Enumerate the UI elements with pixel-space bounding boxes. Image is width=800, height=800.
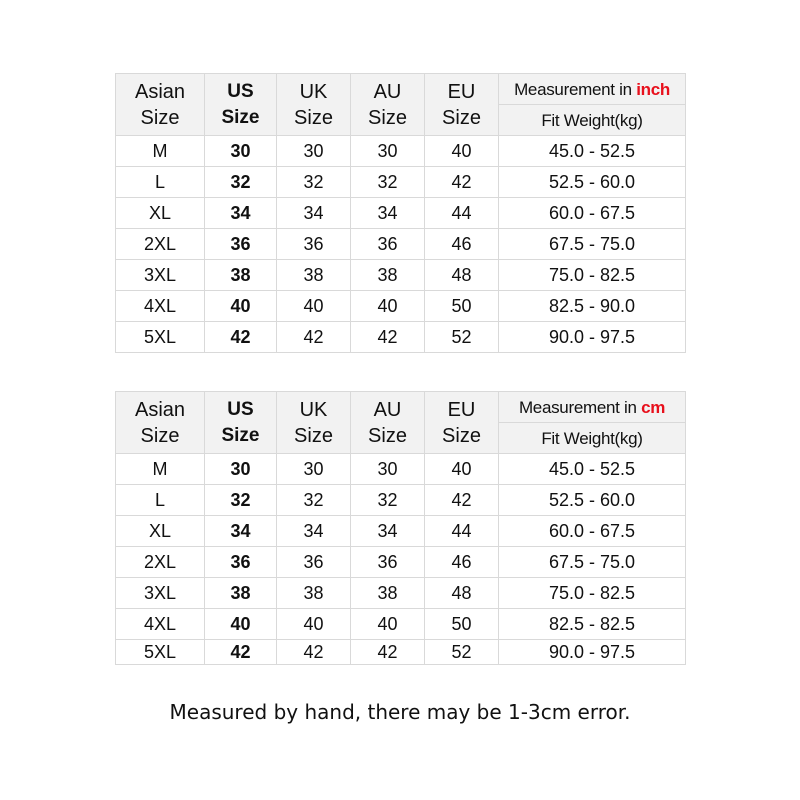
asian-size-cell: 4XL: [116, 291, 205, 322]
au-size-cell: 40: [351, 291, 425, 322]
us-size-cell: 40: [205, 609, 277, 640]
header-asian-size: Asian Size: [116, 74, 205, 136]
range-separator: -: [584, 265, 600, 285]
fit-weight-cell: [499, 609, 686, 640]
table-row: [116, 485, 686, 516]
asian-size-cell: XL: [116, 516, 205, 547]
range-separator: -: [584, 327, 600, 347]
asian-size-cell: 5XL: [116, 322, 205, 353]
au-size-cell: 30: [351, 136, 425, 167]
header-uk-size: UK Size: [277, 392, 351, 454]
us-size-cell: 40: [205, 291, 277, 322]
us-size-cell: 38: [205, 578, 277, 609]
fit-weight-cell: [499, 640, 686, 665]
au-size-cell: 42: [351, 322, 425, 353]
table-row: [116, 229, 686, 260]
weight-max: 67.5: [600, 203, 636, 223]
fit-weight-cell: [499, 136, 686, 167]
weight-min: 67.5: [548, 552, 584, 572]
weight-max: 52.5: [600, 459, 636, 479]
us-size-cell: 30: [205, 454, 277, 485]
header-eu-size: EU Size: [425, 392, 499, 454]
uk-size-cell: 32: [277, 167, 351, 198]
range-separator: -: [584, 583, 600, 603]
weight-max: 82.5: [600, 265, 636, 285]
uk-size-cell: 30: [277, 136, 351, 167]
au-size-cell: 32: [351, 167, 425, 198]
uk-size-cell: 40: [277, 609, 351, 640]
weight-min: 75.0: [548, 265, 584, 285]
range-separator: -: [584, 490, 600, 510]
header-uk-size: UK Size: [277, 74, 351, 136]
au-size-cell: 40: [351, 609, 425, 640]
range-separator: -: [584, 203, 600, 223]
asian-size-cell: 4XL: [116, 609, 205, 640]
us-size-cell: 30: [205, 136, 277, 167]
asian-size-cell: 2XL: [116, 229, 205, 260]
us-size-cell: 42: [205, 640, 277, 665]
asian-size-cell: M: [116, 454, 205, 485]
weight-max: 75.0: [600, 552, 636, 572]
uk-size-cell: 34: [277, 516, 351, 547]
range-separator: -: [584, 296, 600, 316]
size-table-cm: [115, 391, 686, 665]
table-row: [116, 322, 686, 353]
eu-size-cell: 42: [425, 167, 499, 198]
range-separator: -: [584, 614, 600, 634]
fit-weight-cell: [499, 578, 686, 609]
fit-weight-cell: [499, 198, 686, 229]
table-row: [116, 578, 686, 609]
fit-weight-cell: [499, 291, 686, 322]
weight-min: 90.0: [548, 327, 584, 347]
header-measurement-unit: Measurement in inch: [499, 74, 686, 105]
uk-size-cell: 40: [277, 291, 351, 322]
size-table-inch: [115, 73, 686, 353]
us-size-cell: 36: [205, 547, 277, 578]
weight-max: 75.0: [600, 234, 636, 254]
eu-size-cell: 48: [425, 578, 499, 609]
range-separator: -: [584, 141, 600, 161]
au-size-cell: 32: [351, 485, 425, 516]
header-asian-size: Asian Size: [116, 392, 205, 454]
unit-label: cm: [641, 397, 666, 417]
fit-weight-cell: [499, 516, 686, 547]
header-us-size: US Size: [205, 74, 277, 136]
weight-min: 60.0: [548, 521, 584, 541]
weight-max: 52.5: [600, 141, 636, 161]
asian-size-cell: 5XL: [116, 640, 205, 665]
asian-size-cell: M: [116, 136, 205, 167]
fit-weight-cell: [499, 322, 686, 353]
eu-size-cell: 44: [425, 198, 499, 229]
us-size-cell: 32: [205, 167, 277, 198]
weight-min: 60.0: [548, 203, 584, 223]
eu-size-cell: 48: [425, 260, 499, 291]
us-size-cell: 42: [205, 322, 277, 353]
table-row: [116, 640, 686, 665]
asian-size-cell: 3XL: [116, 578, 205, 609]
asian-size-cell: L: [116, 485, 205, 516]
range-separator: -: [584, 172, 600, 192]
weight-min: 82.5: [548, 296, 584, 316]
table-row: [116, 516, 686, 547]
range-separator: -: [584, 552, 600, 572]
range-separator: -: [584, 642, 600, 662]
au-size-cell: 34: [351, 198, 425, 229]
us-size-cell: 32: [205, 485, 277, 516]
uk-size-cell: 42: [277, 322, 351, 353]
uk-size-cell: 34: [277, 198, 351, 229]
au-size-cell: 38: [351, 578, 425, 609]
weight-max: 82.5: [600, 583, 636, 603]
weight-max: 97.5: [600, 642, 636, 662]
fit-weight-cell: [499, 260, 686, 291]
eu-size-cell: 52: [425, 640, 499, 665]
au-size-cell: 30: [351, 454, 425, 485]
header-measurement-unit: Measurement in cm: [499, 392, 686, 423]
uk-size-cell: 36: [277, 229, 351, 260]
au-size-cell: 38: [351, 260, 425, 291]
weight-max: 97.5: [600, 327, 636, 347]
us-size-cell: 34: [205, 516, 277, 547]
header-au-size: AU Size: [351, 74, 425, 136]
eu-size-cell: 46: [425, 547, 499, 578]
uk-size-cell: 36: [277, 547, 351, 578]
au-size-cell: 36: [351, 229, 425, 260]
weight-min: 45.0: [548, 459, 584, 479]
au-size-cell: 34: [351, 516, 425, 547]
au-size-cell: 42: [351, 640, 425, 665]
header-au-size: AU Size: [351, 392, 425, 454]
measurement-note: Measured by hand, there may be 1-3cm error.: [169, 700, 631, 724]
weight-max: 60.0: [600, 490, 636, 510]
eu-size-cell: 46: [425, 229, 499, 260]
weight-min: 52.5: [548, 172, 584, 192]
weight-min: 82.5: [548, 614, 584, 634]
fit-weight-cell: [499, 454, 686, 485]
fit-weight-cell: [499, 167, 686, 198]
header-fit-weight: Fit Weight(kg): [499, 105, 686, 136]
weight-min: 90.0: [548, 642, 584, 662]
eu-size-cell: 52: [425, 322, 499, 353]
eu-size-cell: 50: [425, 291, 499, 322]
weight-max: 82.5: [600, 614, 636, 634]
unit-label: inch: [636, 79, 670, 99]
weight-min: 45.0: [548, 141, 584, 161]
asian-size-cell: L: [116, 167, 205, 198]
header-fit-weight: Fit Weight(kg): [499, 423, 686, 454]
uk-size-cell: 38: [277, 260, 351, 291]
fit-weight-cell: [499, 485, 686, 516]
table-row: [116, 167, 686, 198]
uk-size-cell: 30: [277, 454, 351, 485]
range-separator: -: [584, 234, 600, 254]
eu-size-cell: 50: [425, 609, 499, 640]
eu-size-cell: 40: [425, 136, 499, 167]
eu-size-cell: 40: [425, 454, 499, 485]
weight-max: 67.5: [600, 521, 636, 541]
weight-max: 90.0: [600, 296, 636, 316]
table-row: [116, 136, 686, 167]
eu-size-cell: 42: [425, 485, 499, 516]
uk-size-cell: 38: [277, 578, 351, 609]
eu-size-cell: 44: [425, 516, 499, 547]
header-eu-size: EU Size: [425, 74, 499, 136]
table-row: [116, 547, 686, 578]
au-size-cell: 36: [351, 547, 425, 578]
range-separator: -: [584, 521, 600, 541]
fit-weight-cell: [499, 229, 686, 260]
us-size-cell: 34: [205, 198, 277, 229]
fit-weight-cell: [499, 547, 686, 578]
header-us-size: US Size: [205, 392, 277, 454]
asian-size-cell: 3XL: [116, 260, 205, 291]
weight-min: 67.5: [548, 234, 584, 254]
us-size-cell: 36: [205, 229, 277, 260]
range-separator: -: [584, 459, 600, 479]
table-row: [116, 609, 686, 640]
table-row: [116, 198, 686, 229]
weight-max: 60.0: [600, 172, 636, 192]
table-row: [116, 260, 686, 291]
table-row: [116, 454, 686, 485]
uk-size-cell: 42: [277, 640, 351, 665]
asian-size-cell: 2XL: [116, 547, 205, 578]
uk-size-cell: 32: [277, 485, 351, 516]
weight-min: 52.5: [548, 490, 584, 510]
us-size-cell: 38: [205, 260, 277, 291]
table-row: [116, 291, 686, 322]
weight-min: 75.0: [548, 583, 584, 603]
asian-size-cell: XL: [116, 198, 205, 229]
